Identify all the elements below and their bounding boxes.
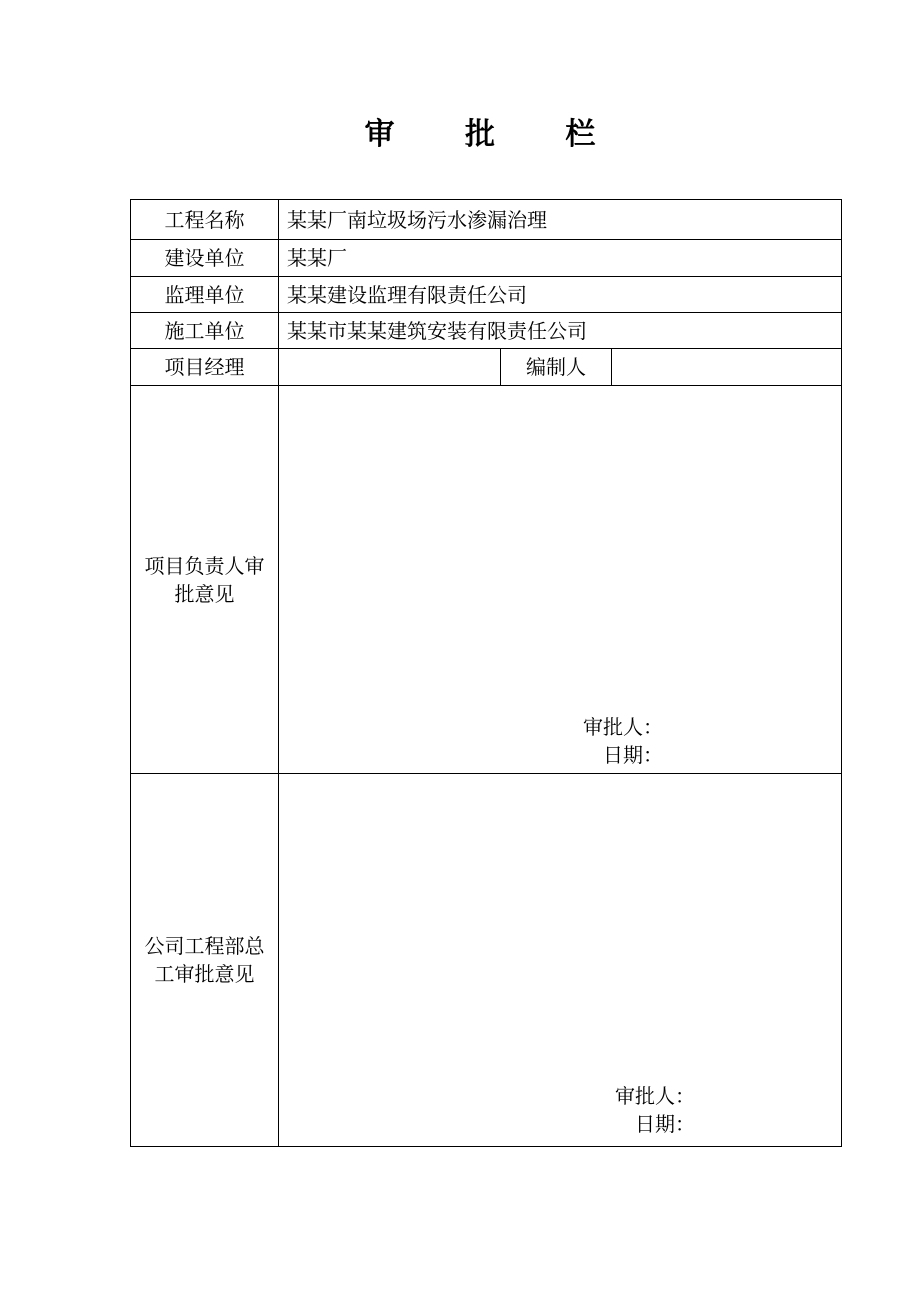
date-label: 日期：: [603, 743, 664, 767]
project-manager-label: 项目经理: [131, 349, 279, 386]
project-lead-opinion-label-line1: 项目负责人审: [144, 553, 265, 578]
table-row: [131, 277, 842, 313]
project-name-label: 工程名称: [131, 200, 279, 240]
supervisor-value[interactable]: 某某建设监理有限责任公司: [279, 277, 842, 313]
engineering-chief-opinion-field[interactable]: [279, 774, 842, 1147]
owner-label: 建设单位: [131, 240, 279, 277]
engineering-chief-opinion-label-line2: 工审批意见: [154, 962, 255, 986]
supervisor-label: 监理单位: [131, 277, 279, 313]
table-row: [131, 240, 842, 277]
project-name-value[interactable]: 某某厂南垃圾场污水渗漏治理: [279, 200, 842, 240]
project-lead-opinion-field[interactable]: [279, 386, 842, 774]
approver-label: 审批人：: [583, 715, 664, 739]
preparer-value[interactable]: [612, 349, 842, 386]
preparer-label: 编制人: [501, 349, 612, 386]
approval-form-table: [130, 199, 842, 1147]
contractor-value[interactable]: 某某市某某建筑安装有限责任公司: [279, 313, 842, 349]
project-manager-value[interactable]: [279, 349, 501, 386]
engineering-chief-signature-block: [615, 1082, 695, 1138]
project-lead-signature-block: [583, 713, 663, 769]
table-row: [131, 386, 842, 774]
contractor-label: 施工单位: [131, 313, 279, 349]
table-row: [131, 774, 842, 1147]
project-lead-opinion-label: [131, 386, 279, 774]
approver-label: 审批人：: [615, 1084, 696, 1108]
date-label: 日期：: [635, 1112, 696, 1136]
engineering-chief-opinion-label-line1: 公司工程部总: [144, 934, 265, 958]
project-lead-opinion-label-line2: 批意见: [174, 581, 235, 606]
page-title: 审 批 栏: [364, 117, 626, 152]
table-row: [131, 313, 842, 349]
owner-value[interactable]: 某某厂: [279, 240, 842, 277]
table-row: [131, 200, 842, 240]
engineering-chief-opinion-label: [131, 774, 279, 1147]
table-row: [131, 349, 842, 386]
